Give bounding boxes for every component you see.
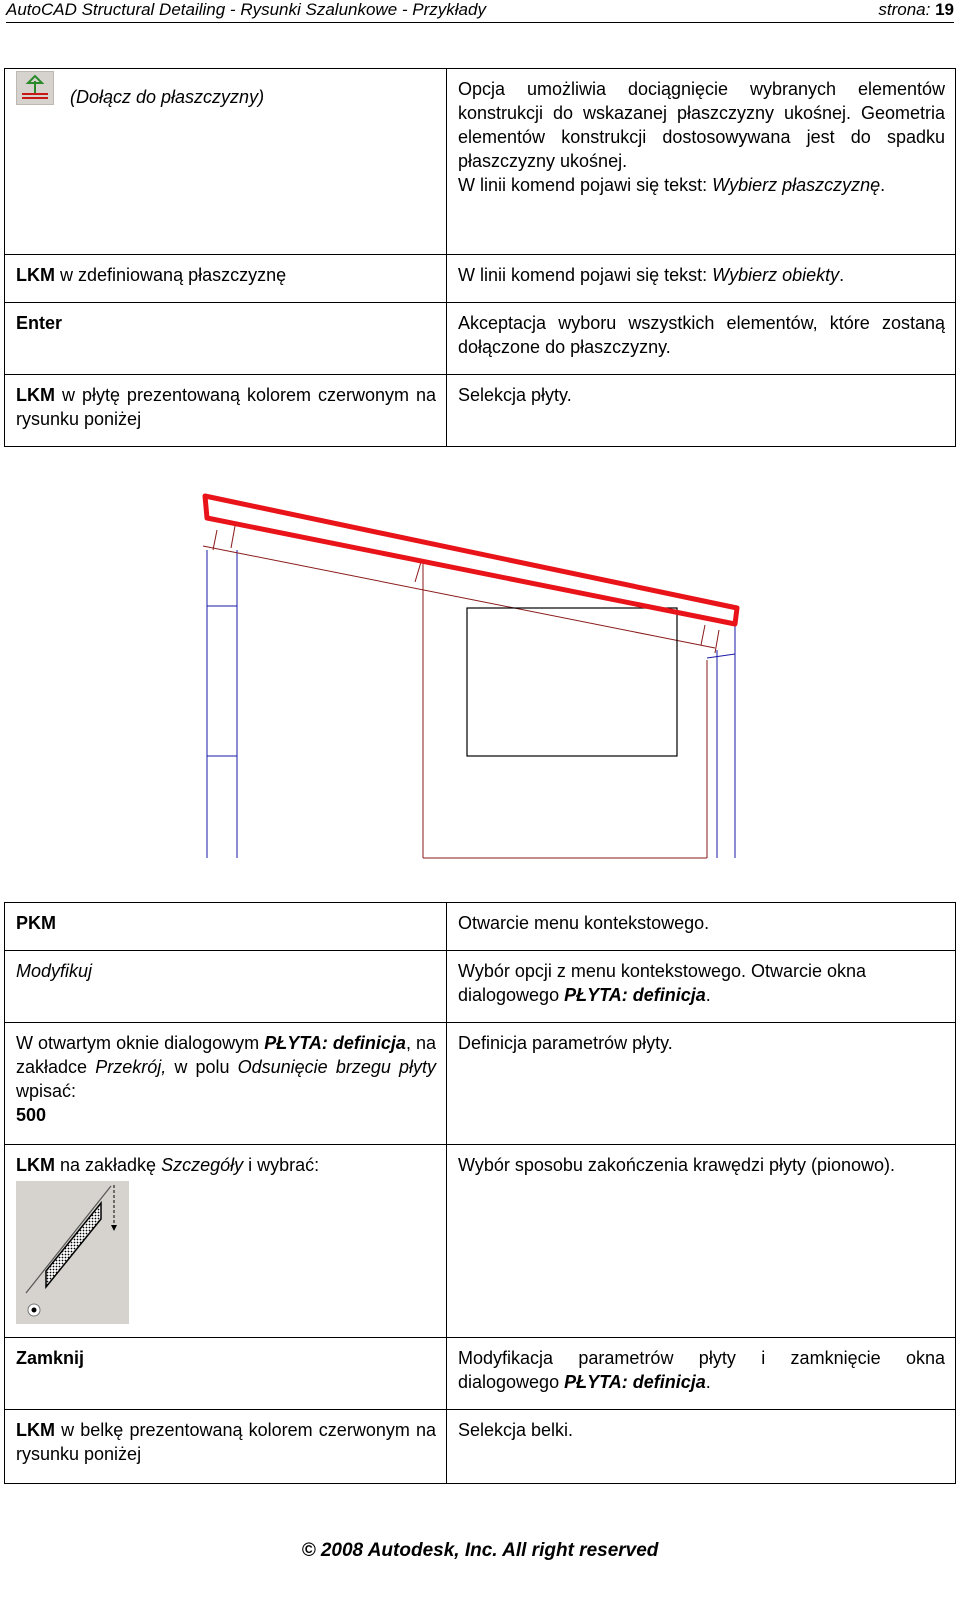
page-number: 19	[935, 0, 954, 19]
description-text: Selekcja płyty.	[458, 385, 572, 405]
field-value: 500	[16, 1105, 47, 1125]
table-row	[5, 903, 956, 951]
step-text: w płytę prezentowaną kolorem czerwonym na rysunku poniżej	[16, 385, 436, 429]
table-row	[5, 255, 956, 303]
step-cell	[5, 303, 447, 375]
step-cell	[5, 1410, 447, 1484]
dialog-name: PŁYTA: definicja	[564, 985, 706, 1005]
prompt-text: Wybierz płaszczyznę	[712, 175, 881, 195]
table-row	[5, 951, 956, 1023]
prompt-prefix: W linii komend pojawi się tekst:	[458, 265, 713, 285]
description-cell	[447, 1023, 956, 1145]
lkm-label: LKM	[16, 1420, 55, 1440]
lkm-label: LKM	[16, 385, 55, 405]
description-cell	[447, 951, 956, 1023]
description-cell	[447, 255, 956, 303]
attach-to-plane-icon	[16, 71, 54, 105]
step-text: i wybrać:	[243, 1155, 320, 1175]
description-cell	[447, 69, 956, 255]
description-cell	[447, 1338, 956, 1410]
description-text: Definicja parametrów płyty.	[458, 1033, 673, 1053]
selected-slab	[205, 496, 737, 624]
description-suffix: .	[705, 985, 711, 1005]
description-text: Otwarcie menu kontekstowego.	[458, 913, 710, 933]
description-text: Opcja umożliwia dociągnięcie wybranych elementów konstrukcji do wskazanej płaszczyzny ukośnej. Geometria elementów konstrukcji dostosowywana jest do spadku płaszczyzny ukośnej.	[458, 79, 945, 171]
table-row	[5, 1410, 956, 1484]
step-text: na zakładkę	[55, 1155, 162, 1175]
description-cell	[447, 1145, 956, 1338]
lkm-label: LKM	[16, 265, 55, 285]
step-text: w zdefiniowaną płaszczyznę	[55, 265, 287, 285]
dialog-name: PŁYTA: definicja	[564, 1372, 706, 1392]
tab-name: Przekrój,	[95, 1057, 167, 1077]
prompt-suffix: .	[880, 175, 886, 195]
table-row	[5, 375, 956, 447]
description-text: Modyfikacja parametrów płyty i zamknięcie okna dialogowego	[458, 1348, 945, 1392]
step-text: w polu	[166, 1057, 238, 1077]
step-text: w belkę prezentowaną kolorem czerwonym na rysunku poniżej	[16, 1420, 436, 1464]
table-row	[5, 69, 956, 255]
description-text: Wybór sposobu zakończenia krawędzi płyty (pionowo).	[458, 1155, 896, 1175]
description-cell	[447, 903, 956, 951]
table-row	[5, 1338, 956, 1410]
pkm-label: PKM	[16, 913, 56, 933]
page-indicator	[878, 0, 954, 20]
step-cell	[5, 255, 447, 303]
enter-label: Enter	[16, 313, 63, 333]
slab-drawing	[195, 490, 755, 870]
copyright-footer: © 2008 Autodesk, Inc. All right reserved	[301, 1540, 659, 1561]
step-cell	[5, 69, 447, 255]
structure-blue-lines	[207, 550, 735, 858]
table-row	[5, 1145, 956, 1338]
window-opening	[467, 608, 677, 756]
step-cell	[5, 903, 447, 951]
page-label: strona:	[878, 0, 931, 19]
prompt-suffix: .	[839, 265, 845, 285]
step-cell	[5, 1338, 447, 1410]
description-cell	[447, 375, 956, 447]
structure-brown-lines	[203, 526, 719, 858]
step-text: , na zakładce	[16, 1033, 436, 1077]
prompt-prefix: W linii komend pojawi się tekst:	[458, 175, 713, 195]
step-cell	[5, 1023, 447, 1145]
description-text: Wybór opcji z menu kontekstowego. Otwarcie okna dialogowego	[458, 961, 867, 1005]
description-cell	[447, 1410, 956, 1484]
step-text: W otwartym oknie dialogowym	[16, 1033, 265, 1053]
menu-option-name: Modyfikuj	[16, 961, 93, 981]
step-cell	[5, 1145, 447, 1338]
description-cell	[447, 303, 956, 375]
dialog-name: PŁYTA: definicja	[264, 1033, 406, 1053]
tab-name: Szczegóły	[161, 1155, 244, 1175]
close-label: Zamknij	[16, 1348, 85, 1368]
document-title: AutoCAD Structural Detailing - Rysunki Szalunkowe - Przykłady	[6, 0, 486, 19]
page-header	[6, 0, 954, 23]
field-name: Odsunięcie brzegu płyty	[237, 1057, 437, 1077]
table-row	[5, 303, 956, 375]
description-text: Selekcja belki.	[458, 1420, 574, 1440]
instruction-table-1	[4, 68, 956, 447]
step-cell	[5, 375, 447, 447]
description-suffix: .	[705, 1372, 711, 1392]
prompt-text: Wybierz obiekty	[712, 265, 840, 285]
step-text: wpisać:	[16, 1081, 77, 1101]
vertical-slab-edge-option-icon	[16, 1181, 129, 1324]
table-row	[5, 1023, 956, 1145]
step-cell	[5, 951, 447, 1023]
lkm-label: LKM	[16, 1155, 55, 1175]
instruction-table-2	[4, 902, 956, 1484]
option-name: (Dołącz do płaszczyzny)	[70, 87, 265, 107]
description-text: Akceptacja wyboru wszystkich elementów, które zostaną dołączone do płaszczyzny.	[458, 313, 945, 357]
